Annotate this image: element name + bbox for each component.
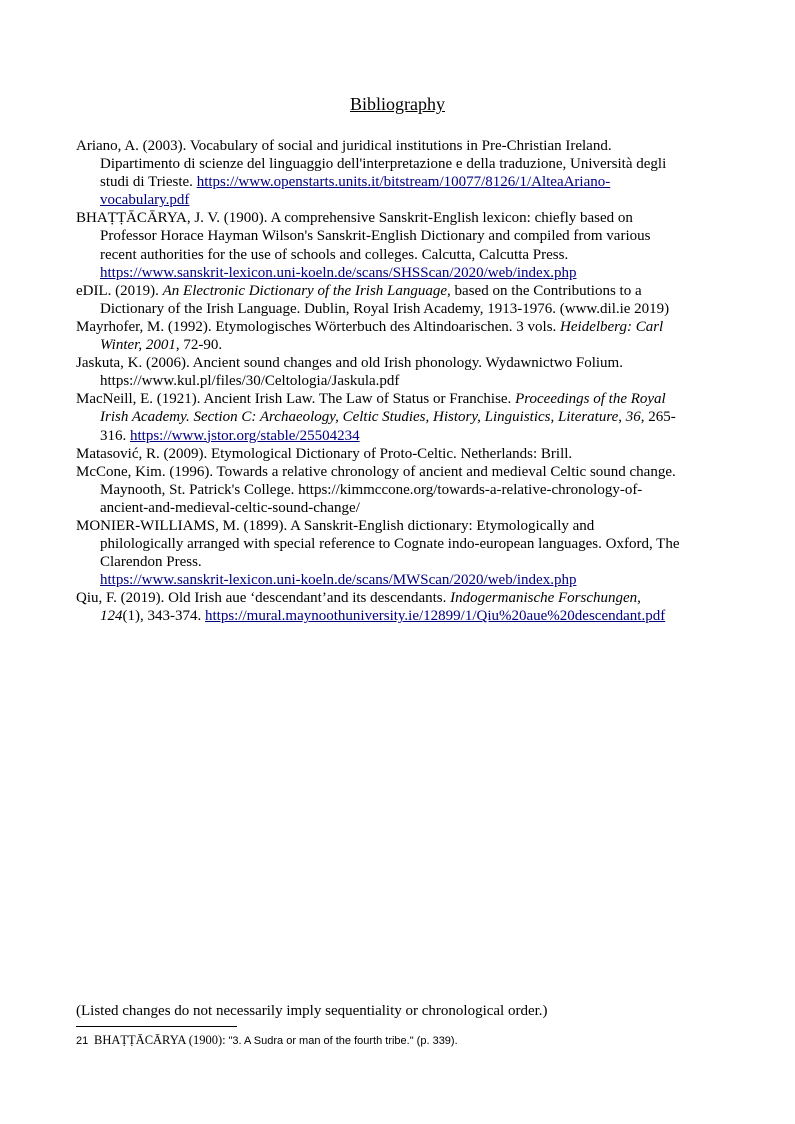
entry-line (76, 191, 736, 209)
entry-line: ancient-and-medieval-celtic-sound-change/ (100, 499, 360, 516)
entry-text: , 72-90. (175, 337, 223, 354)
entry-line: Maynooth, St. Patrick's College. https://kimmccone.org/towards-a-relative-chronology-of- (100, 481, 643, 498)
url-link[interactable]: https://www.sanskrit-lexicon.uni-koeln.de/scans/MWScan/2020/web/index.php (100, 572, 577, 589)
entry-text: studi di Trieste. (100, 174, 197, 191)
page-title: Bibliography (350, 94, 445, 114)
entry-line (76, 427, 736, 445)
entry-line (76, 282, 736, 300)
entry-text: (1), 343-374. (122, 608, 205, 625)
entry-text: , (637, 590, 641, 607)
entry-line: philologically arranged with special reference to Cognate indo-european languages. Oxford, The (100, 536, 680, 553)
entry-line (76, 408, 736, 426)
entry-line: BHAṬṬĀCĀRYA, J. V. (1900). A comprehensive Sanskrit-English lexicon: chiefly based on (76, 210, 633, 227)
bibliography-list (76, 137, 736, 626)
entry-title-italic: Proceedings of the Royal (515, 391, 666, 408)
entry-title-italic: Irish Academy. Section C: Archaeology, Celtic Studies, History, Linguistics, Literature (100, 409, 619, 426)
entry-volume-italic: 124 (100, 608, 123, 625)
bib-entry-macneill (76, 390, 736, 444)
entry-volume-italic: 36 (625, 409, 641, 426)
entry-line (76, 336, 736, 354)
entry-text: MacNeill, E. (1921). Ancient Irish Law. The Law of Status or Franchise. (76, 391, 516, 408)
entry-text: 316. (100, 427, 130, 444)
entry-line: Dipartimento di scienze del linguaggio dell'interpretazione e della traduzione, Università degli (100, 156, 667, 173)
bib-entry-ariano (76, 137, 736, 209)
entry-line (76, 571, 736, 589)
footnote-separator (76, 1026, 237, 1027)
bib-entry-matasovic (76, 445, 736, 463)
entry-line: Clarendon Press. (100, 554, 202, 571)
entry-line: Matasović, R. (2009). Etymological Dictionary of Proto-Celtic. Netherlands: Brill. (76, 445, 573, 462)
entry-line: https://www.kul.pl/files/30/Celtologia/Jaskula.pdf (100, 373, 400, 390)
bib-entry-mccone (76, 463, 736, 517)
entry-text: Qiu, F. (2019). Old Irish aue ‘descendant’and its descendants. (76, 590, 451, 607)
bib-entry-jaskuta (76, 354, 736, 390)
url-link[interactable]: https://www.openstarts.units.it/bitstream/10077/8126/1/AlteaAriano- (196, 174, 611, 191)
footnote-author: BHAṬṬĀCĀRYA (1900): (94, 1033, 226, 1047)
entry-title-italic: Indogermanische Forschungen (450, 590, 638, 607)
url-link[interactable]: vocabulary.pdf (100, 192, 190, 209)
bib-entry-monier-williams (76, 517, 736, 589)
footer-note: (Listed changes do not necessarily imply sequentiality or chronological order.) (76, 1003, 548, 1019)
entry-line: Dictionary of the Irish Language. Dublin, Royal Irish Academy, 1913-1976. (www.dil.ie 2019) (100, 300, 670, 317)
entry-line (76, 607, 736, 625)
entry-line (76, 264, 736, 282)
entry-line: MONIER-WILLIAMS, M. (1899). A Sanskrit-English dictionary: Etymologically and (76, 517, 595, 534)
url-link[interactable]: https://mural.maynoothuniversity.ie/12899/1/Qiu%20aue%20descendant.pdf (205, 608, 666, 625)
entry-line (76, 318, 736, 336)
entry-text: , (618, 409, 626, 426)
entry-line (76, 173, 736, 191)
entry-line: Ariano, A. (2003). Vocabulary of social and juridical institutions in Pre-Christian Ireland. (76, 138, 612, 154)
entry-text: , 265- (640, 409, 676, 426)
entry-line (76, 589, 736, 607)
entry-text: , based on the Contributions to a (447, 282, 642, 299)
entry-text: Mayrhofer, M. (1992). Etymologisches Wörterbuch des Altindoarischen. 3 vols. (76, 318, 561, 335)
entry-text: eDIL. (2019). (76, 282, 163, 299)
entry-line: Professor Horace Hayman Wilson's Sanskrit-English Dictionary and compiled from various (100, 228, 651, 245)
url-link[interactable]: https://www.jstor.org/stable/25504234 (130, 427, 360, 444)
url-link[interactable]: https://www.sanskrit-lexicon.uni-koeln.de/scans/SHSScan/2020/web/index.php (100, 264, 577, 281)
bib-entry-edil (76, 282, 736, 318)
entry-title-italic: An Electronic Dictionary of the Irish Language (162, 282, 448, 299)
bib-entry-bhattacarya (76, 209, 736, 281)
footnote-number: 21 (76, 1035, 89, 1047)
footnote-quote: "3. A Sudra or man of the fourth tribe." (p. 339). (228, 1035, 458, 1047)
entry-line (76, 390, 736, 408)
entry-line: recent authorities for the use of schools and colleges. Calcutta, Calcutta Press. (100, 246, 569, 263)
entry-title-italic: Winter, 2001 (100, 337, 176, 354)
entry-title-italic: Heidelberg: Carl (560, 318, 664, 335)
bib-entry-mayrhofer (76, 318, 736, 354)
bib-entry-qiu (76, 589, 736, 625)
entry-line: Jaskuta, K. (2006). Ancient sound changes and old Irish phonology. Wydawnictwo Folium. (76, 355, 623, 372)
footnote (76, 1033, 458, 1048)
entry-line: McCone, Kim. (1996). Towards a relative chronology of ancient and medieval Celtic sound change. (76, 463, 676, 480)
